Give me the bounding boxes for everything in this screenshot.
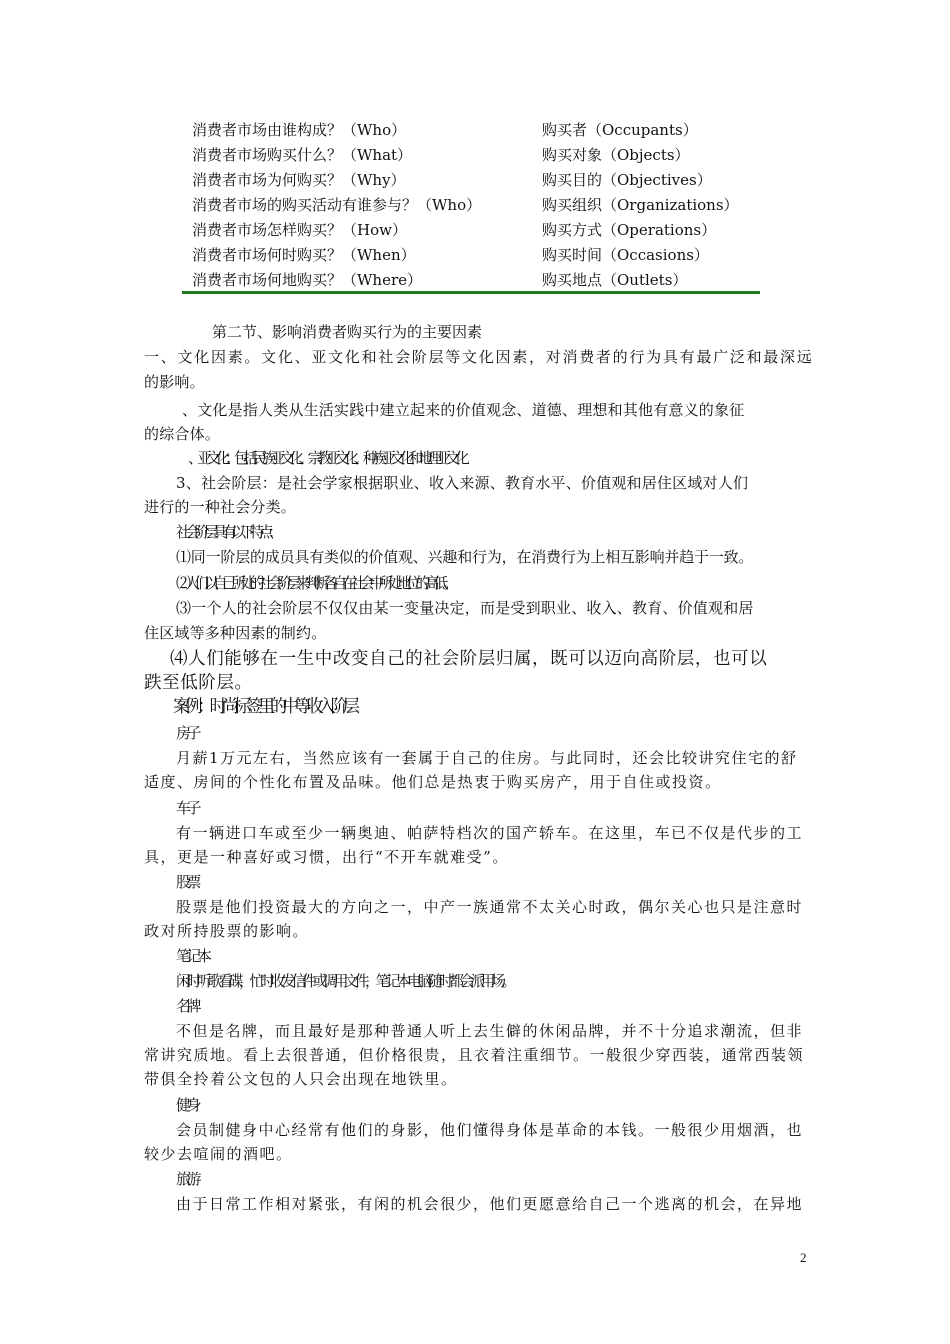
case-text: 闲时听歌看碟，忙时收发信件或调用文件，笔记本电脑随时都会派用场。 bbox=[176, 972, 513, 990]
case-text: 带俱全拎着公文包的人只会出现在地铁里。 bbox=[144, 1070, 458, 1088]
table-row bbox=[192, 168, 762, 193]
feature-item: 跌至低阶层。 bbox=[144, 673, 253, 693]
case-text: 具，更是一种喜好或习惯，出行“不开车就难受”。 bbox=[144, 848, 509, 866]
case-text: 有一辆进口车或至少一辆奥迪、帕萨特档次的国产轿车。在这里，车已不仅是代步的工 bbox=[176, 824, 804, 842]
case-text: 政对所持股票的影响。 bbox=[144, 922, 310, 940]
case-text: 常讲究质地。看上去很普通，但价格很贵，且衣着注重细节。一般很少穿西装，通常西装领 bbox=[144, 1046, 805, 1064]
table-question: 消费者市场为何购买？（Why） bbox=[192, 171, 406, 189]
table-question: 消费者市场购买什么？（What） bbox=[192, 146, 413, 164]
feature-item: 住区域等多种因素的制约。 bbox=[144, 624, 327, 642]
case-text: 会员制健身中心经常有他们的身影，他们懂得身体是革命的本钱。一般很少用烟酒，也 bbox=[176, 1121, 804, 1139]
paragraph-line: 、亚文化：包括民族亚文化、宗教亚文化、种族亚文化和地理亚文化 bbox=[188, 449, 465, 467]
table-question: 消费者市场怎样购买？（How） bbox=[192, 221, 407, 239]
case-heading: 名牌 bbox=[176, 997, 198, 1015]
table-row bbox=[192, 243, 762, 268]
table-question: 消费者市场的购买活动有谁参与？（Who） bbox=[192, 196, 482, 214]
case-heading: 笔记本 bbox=[176, 947, 208, 965]
feature-item: ⑴同一阶层的成员具有类似的价值观、兴趣和行为，在消费行为上相互影响并趋于一致。 bbox=[176, 548, 754, 566]
table-row bbox=[192, 143, 762, 168]
seven-o-table bbox=[192, 118, 762, 293]
case-heading: 房子 bbox=[176, 724, 198, 742]
table-row bbox=[192, 193, 762, 218]
case-heading: 旅游 bbox=[176, 1170, 198, 1188]
case-text: 不但是名牌，而且最好是那种普通人听上去生僻的休闲品牌，并不十分追求潮流，但非 bbox=[176, 1022, 804, 1040]
case-text: 月薪1万元左右，当然应该有一套属于自己的住房。与此同时，还会比较讲究住宅的舒 bbox=[176, 749, 798, 767]
table-row bbox=[192, 218, 762, 243]
paragraph-line: 一、文化因素。文化、亚文化和社会阶层等文化因素，对消费者的行为具有最广泛和最深远 bbox=[144, 348, 812, 366]
case-heading: 车子 bbox=[176, 799, 198, 817]
table-answer: 购买方式（Operations） bbox=[542, 221, 717, 239]
case-text: 较少去喧闹的酒吧。 bbox=[144, 1145, 293, 1163]
paragraph-line: 的影响。 bbox=[144, 373, 205, 391]
section-title: 第二节、影响消费者购买行为的主要因素 bbox=[212, 323, 483, 341]
table-answer: 购买时间（Occasions） bbox=[542, 246, 709, 264]
feature-item: ⑵人们以自己所处的社会阶层来判断各自在社会中所处地位的高低。 bbox=[176, 574, 453, 592]
case-text: 股票是他们投资最大的方向之一，中产一族通常不太关心时政，偶尔关心也只是注意时 bbox=[176, 898, 804, 916]
paragraph-line: 社会阶层具有以下特点： bbox=[176, 523, 278, 541]
table-row bbox=[192, 118, 762, 143]
case-title: 案例 ：时尚标签里的中等收入阶层 bbox=[173, 697, 355, 717]
table-bottom-rule bbox=[182, 291, 760, 294]
paragraph-line: 进行的一种社会分类。 bbox=[144, 498, 297, 516]
case-text: 由于日常工作相对紧张，有闲的机会很少，他们更愿意给自己一个逃离的机会，在异地 bbox=[176, 1195, 804, 1213]
paragraph-line: 的综合体。 bbox=[144, 425, 221, 443]
case-heading: 健身 bbox=[176, 1096, 198, 1114]
table-answer: 购买目的（Objectives） bbox=[542, 171, 712, 189]
table-question: 消费者市场何时购买？（When） bbox=[192, 246, 416, 264]
table-question: 消费者市场由谁构成？（Who） bbox=[192, 121, 407, 139]
table-question: 消费者市场何地购买？（Where） bbox=[192, 271, 423, 289]
case-heading: 股票 bbox=[176, 873, 198, 891]
table-answer: 购买对象（Objects） bbox=[542, 146, 690, 164]
page-number: 2 bbox=[800, 1250, 807, 1265]
paragraph-line: 3、社会阶层：是社会学家根据职业、收入来源、教育水平、价值观和居住区域对人们 bbox=[176, 474, 749, 492]
table-row bbox=[192, 268, 762, 293]
paragraph-line: 、文化是指人类从生活实践中建立起来的价值观念、道德、理想和其他有意义的象征 bbox=[182, 401, 745, 419]
table-answer: 购买组织（Organizations） bbox=[542, 196, 739, 214]
table-answer: 购买者（Occupants） bbox=[542, 121, 698, 139]
feature-item: ⑷人们能够在一生中改变自己的社会阶层归属，既可以迈向高阶层，也可以 bbox=[170, 649, 768, 669]
feature-item: ⑶一个人的社会阶层不仅仅由某一变量决定，而是受到职业、收入、教育、价值观和居 bbox=[176, 599, 754, 617]
case-text: 适度、房间的个性化布置及品味。他们总是热衷于购买房产，用于自住或投资。 bbox=[144, 773, 722, 791]
table-answer: 购买地点（Outlets） bbox=[542, 271, 688, 289]
